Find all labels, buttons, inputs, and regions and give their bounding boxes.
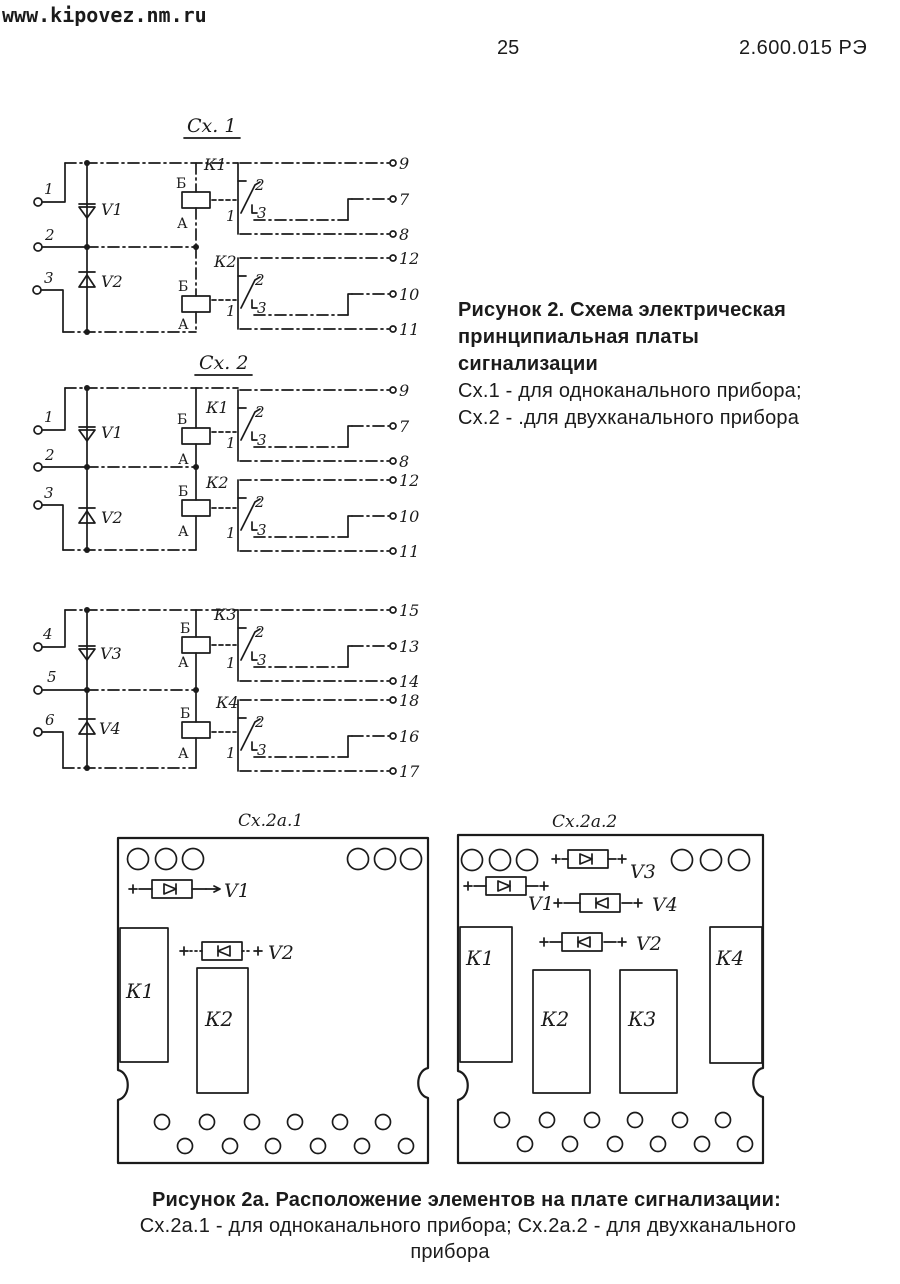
relay-label: К3 xyxy=(628,1007,657,1031)
diode-label: V4 xyxy=(652,894,678,916)
pcb2-title: Сх.2а.2 xyxy=(552,812,618,832)
diode-label: V1 xyxy=(101,423,123,442)
schematic-sch2 xyxy=(34,352,420,781)
contact-number: 1 xyxy=(226,524,236,542)
sch1-input-section xyxy=(33,160,238,335)
output-pin-label: 14 xyxy=(399,672,420,691)
relay-k1-sch1 xyxy=(176,154,410,247)
terminal-2 xyxy=(34,226,196,251)
terminal-3 xyxy=(33,269,63,332)
sch1-title: Сх. 1 xyxy=(187,115,237,137)
contact-number: 2 xyxy=(255,176,265,194)
contact-number: 2 xyxy=(255,493,265,511)
relay-name-label: К4 xyxy=(216,693,239,712)
contact-number: 2 xyxy=(255,271,265,289)
coil-pin-bottom-label: А xyxy=(178,655,189,671)
output-pin-label: 13 xyxy=(399,637,420,656)
output-pin-label: 17 xyxy=(399,762,420,781)
contact-number: 1 xyxy=(226,434,236,452)
contact-number: 1 xyxy=(226,654,236,672)
figure2a-caption xyxy=(0,1187,900,1265)
figure2-caption-note-line: Сх.2 - .для двухканального прибора xyxy=(458,407,800,429)
figure2-caption xyxy=(458,297,888,432)
terminal-6 xyxy=(34,711,63,768)
contact-number: 3 xyxy=(257,299,267,317)
watermark-url: www.kipovez.nm.ru xyxy=(2,3,207,27)
output-pin-label: 11 xyxy=(399,320,420,339)
terminal-2 xyxy=(34,446,196,471)
relay-label: К1 xyxy=(126,979,155,1003)
coil-pin-top-label: Б xyxy=(176,176,187,192)
terminal-label: 5 xyxy=(47,668,57,686)
figure2-caption-note-line: Сх.1 - для одноканального прибора; xyxy=(458,380,802,402)
contact-number: 3 xyxy=(257,741,267,759)
contact-number: 3 xyxy=(257,204,267,222)
coil-pin-bottom-label: А xyxy=(177,216,188,232)
pcb2-relay-k3 xyxy=(620,970,677,1093)
contact-number: 1 xyxy=(226,302,236,320)
relay-k3-sch2 xyxy=(178,601,419,691)
pcb2-diode-v2 xyxy=(540,933,662,955)
pcb2-diode-v4 xyxy=(554,894,678,916)
output-pin-label: 11 xyxy=(399,542,420,561)
relay-label: К1 xyxy=(466,946,495,970)
diode-label: V2 xyxy=(268,942,294,964)
output-pin-label: 8 xyxy=(399,452,410,471)
diode-label: V1 xyxy=(101,200,123,219)
diode-label: V2 xyxy=(636,933,662,955)
relay-k2-sch1 xyxy=(178,247,419,339)
contact-number: 1 xyxy=(226,744,236,762)
diode-v1 xyxy=(79,423,123,442)
contact-number: 2 xyxy=(255,713,265,731)
terminal-label: 1 xyxy=(44,408,54,426)
coil-pin-bottom-label: А xyxy=(178,746,189,762)
pcb1-diode-v1 xyxy=(129,880,250,902)
output-pin-label: 9 xyxy=(399,154,410,173)
terminal-1 xyxy=(34,163,65,206)
pcb1-relay-k2 xyxy=(197,968,248,1093)
figure2-caption-title-line: Рисунок 2. Схема электрическая xyxy=(458,299,786,321)
pcb1-diode-v2 xyxy=(180,942,294,964)
pcb1-title: Сх.2а.1 xyxy=(238,811,304,831)
terminal-label: 1 xyxy=(44,180,54,198)
figure2-caption-title-line: сигнализации xyxy=(458,353,599,375)
contact-number: 3 xyxy=(257,431,267,449)
output-pin-label: 9 xyxy=(399,381,410,400)
terminal-label: 2 xyxy=(45,446,55,464)
relay-k4-sch2 xyxy=(178,690,420,781)
output-pin-label: 8 xyxy=(399,225,410,244)
contact-number: 2 xyxy=(255,623,265,641)
relay-label: К4 xyxy=(716,946,745,970)
contact-number: 3 xyxy=(257,521,267,539)
relay-name-label: К1 xyxy=(206,398,229,417)
coil-pin-top-label: Б xyxy=(178,279,189,295)
pcb2-relay-k1 xyxy=(460,927,512,1062)
coil-pin-bottom-label: А xyxy=(178,452,189,468)
relay-k2-sch2 xyxy=(178,467,419,561)
figure2a-caption-line: Сх.2а.1 - для одноканального прибора; Сх.2а.2 - для двухканального xyxy=(139,1215,797,1237)
diode-v2 xyxy=(79,272,123,291)
relay-name-label: К2 xyxy=(214,252,237,271)
coil-pin-top-label: Б xyxy=(180,621,191,637)
figure2-schematic-drawing xyxy=(15,105,455,795)
pcb2-diode-v1 xyxy=(464,877,554,915)
schematic-sch1 xyxy=(33,115,419,339)
pcb2-relay-k2 xyxy=(533,970,590,1093)
terminal-5 xyxy=(34,668,196,694)
output-pin-label: 12 xyxy=(399,249,420,268)
terminal-label: 4 xyxy=(43,625,53,643)
pcb-board-2 xyxy=(458,835,763,1163)
pcb2-bottom-holes xyxy=(495,1113,753,1152)
diode-label: V3 xyxy=(630,861,656,883)
diode-label: V3 xyxy=(100,644,122,663)
pcb1-top-pads xyxy=(128,849,422,870)
pcb1-bottom-holes xyxy=(155,1115,414,1154)
diode-v4 xyxy=(79,719,121,738)
page-number: 25 xyxy=(497,37,520,59)
terminal-1 xyxy=(34,388,65,434)
diode-label: V1 xyxy=(528,893,554,915)
sch2-title: Сх. 2 xyxy=(199,352,249,374)
figure2a-caption-title: Рисунок 2а. Расположение элементов на плате сигнализации: xyxy=(152,1189,781,1211)
pcb-board-1 xyxy=(118,838,428,1163)
diode-label: V1 xyxy=(224,880,250,902)
relay-k1-sch2 xyxy=(177,381,410,471)
diode-v1 xyxy=(79,200,123,219)
figure2a-pcb-drawing xyxy=(105,800,785,1185)
diode-label: V2 xyxy=(101,272,123,291)
diode-v2 xyxy=(79,508,123,527)
output-pin-label: 15 xyxy=(399,601,420,620)
coil-pin-top-label: Б xyxy=(178,484,189,500)
terminal-label: 2 xyxy=(45,226,55,244)
relay-label: К2 xyxy=(541,1007,570,1031)
terminal-label: 3 xyxy=(44,484,54,502)
output-pin-label: 7 xyxy=(399,190,410,209)
relay-name-label: К1 xyxy=(204,155,227,174)
doc-code: 2.600.015 РЭ xyxy=(739,37,868,59)
pcb1-relay-k1 xyxy=(120,928,168,1062)
diode-v3 xyxy=(79,644,122,663)
output-pin-label: 18 xyxy=(399,691,420,710)
coil-pin-bottom-label: А xyxy=(178,524,189,540)
sch2-group-2-input xyxy=(34,607,238,771)
terminal-3 xyxy=(34,484,63,550)
terminal-4 xyxy=(34,610,65,651)
relay-name-label: К2 xyxy=(206,473,229,492)
figure2-caption-title-line: принципиальная платы xyxy=(458,326,699,348)
diode-label: V2 xyxy=(101,508,123,527)
contact-number: 3 xyxy=(257,651,267,669)
pcb2-diode-v3 xyxy=(552,850,656,883)
output-pin-label: 7 xyxy=(399,417,410,436)
output-pin-label: 12 xyxy=(399,471,420,490)
relay-name-label: К3 xyxy=(214,605,237,624)
terminal-label: 3 xyxy=(44,269,54,287)
output-pin-label: 16 xyxy=(399,727,420,746)
coil-pin-bottom-label: А xyxy=(178,317,189,333)
coil-pin-top-label: Б xyxy=(180,706,191,722)
coil-pin-top-label: Б xyxy=(177,412,188,428)
contact-number: 2 xyxy=(255,403,265,421)
diode-label: V4 xyxy=(99,719,121,738)
terminal-label: 6 xyxy=(45,711,55,729)
relay-label: К2 xyxy=(205,1007,234,1031)
pcb2-relay-k4 xyxy=(710,927,762,1063)
output-pin-label: 10 xyxy=(399,507,420,526)
contact-number: 1 xyxy=(226,207,236,225)
output-pin-label: 10 xyxy=(399,285,420,304)
figure2a-caption-line: прибора xyxy=(410,1241,490,1263)
